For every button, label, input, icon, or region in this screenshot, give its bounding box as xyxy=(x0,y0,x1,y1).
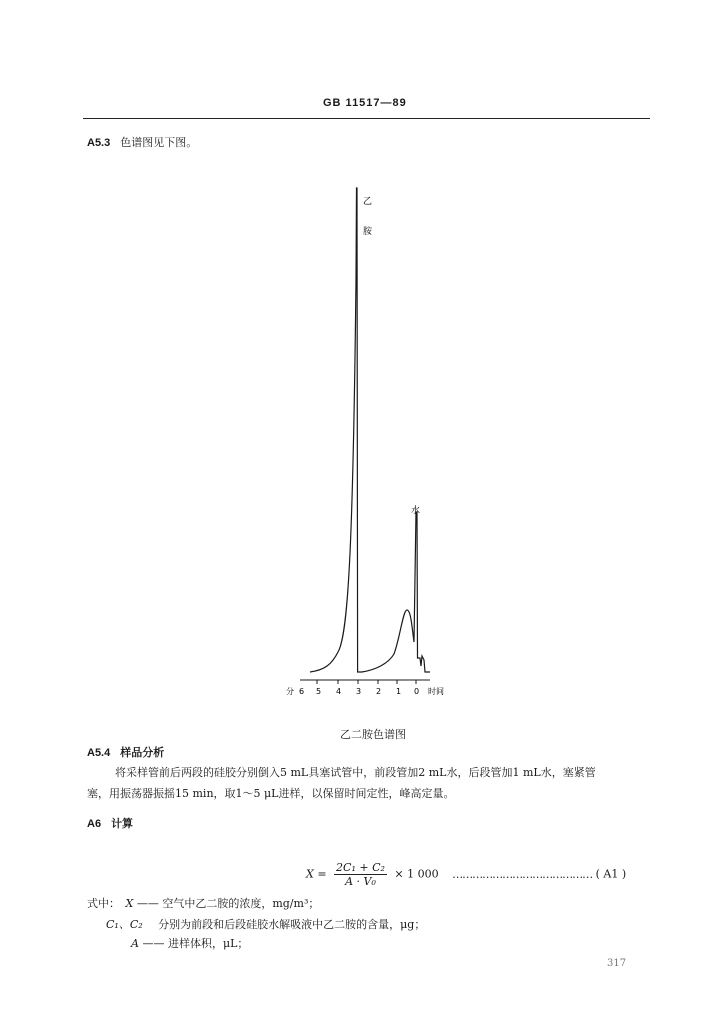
definition-symbol: A xyxy=(131,937,139,950)
tick-label: 0 xyxy=(414,687,420,696)
formula-leader: …………………………………… xyxy=(452,867,593,881)
definition-symbol: C₁、C₂ xyxy=(106,918,143,931)
axis-unit-right: 时间 xyxy=(428,687,444,696)
axis-ticks xyxy=(317,680,416,684)
header-rule xyxy=(83,118,650,119)
section-text: 色谱图见下图。 xyxy=(120,136,198,149)
definition-a xyxy=(131,935,248,951)
main-peak-trace xyxy=(310,188,430,672)
peak-label: 乙 xyxy=(363,197,373,207)
definition-prefix: 式中： xyxy=(87,897,120,910)
section-title: 样品分析 xyxy=(120,746,165,759)
tick-label: 5 xyxy=(316,687,322,696)
formula-lhs: X = xyxy=(306,867,327,881)
section-a6-heading xyxy=(87,815,133,831)
peak-label-water: 水 xyxy=(411,506,421,516)
axis-unit-left: 分 xyxy=(286,687,294,696)
standard-code-header: GB 11517—89 xyxy=(323,97,407,109)
a54-paragraph-line1: 将采样管前后两段的硅胶分别倒入5 mL具塞试管中，前段管加2 mL水，后段管加1 mL水，塞紧管 xyxy=(115,766,596,779)
formula-denominator: A · V₀ xyxy=(345,875,376,888)
page-number: 317 xyxy=(607,958,627,969)
a54-paragraph-line2: 塞，用振荡器振摇15 min，取1～5 μL进样，以保留时间定性，峰高定量。 xyxy=(87,787,455,800)
tick-label: 3 xyxy=(356,687,362,696)
tick-label: 4 xyxy=(336,687,342,696)
formula-label: ( A1 ) xyxy=(595,867,627,881)
definition-text: 分别为前段和后段硅胶水解吸液中乙二胺的含量，μg； xyxy=(158,918,426,931)
definition-text: —— 空气中乙二胺的浓度，mg/m³； xyxy=(136,897,320,910)
chromatogram xyxy=(270,180,460,700)
section-number: A6 xyxy=(87,818,102,830)
formula-a1 xyxy=(306,861,626,888)
section-number: A5.4 xyxy=(87,747,111,759)
definition-symbol: X xyxy=(125,897,134,910)
section-title: 计算 xyxy=(111,817,134,830)
tick-label: 2 xyxy=(376,687,382,696)
peak-label: 胺 xyxy=(363,227,373,237)
chromatogram-caption: 乙二胺色谱图 xyxy=(340,728,406,741)
definition-text: —— 进样体积，μL； xyxy=(142,937,249,950)
formula-fraction xyxy=(334,861,387,888)
section-a53 xyxy=(87,134,197,150)
section-number: A5.3 xyxy=(87,137,111,149)
section-a54-heading xyxy=(87,744,164,760)
formula-numerator: 2C₁ + C₂ xyxy=(336,861,385,874)
tick-label: 1 xyxy=(396,687,402,696)
definition-x xyxy=(87,895,319,911)
definition-c1c2 xyxy=(106,916,425,932)
tick-label: 6 xyxy=(299,687,305,696)
formula-rhs: × 1 000 xyxy=(394,867,439,881)
